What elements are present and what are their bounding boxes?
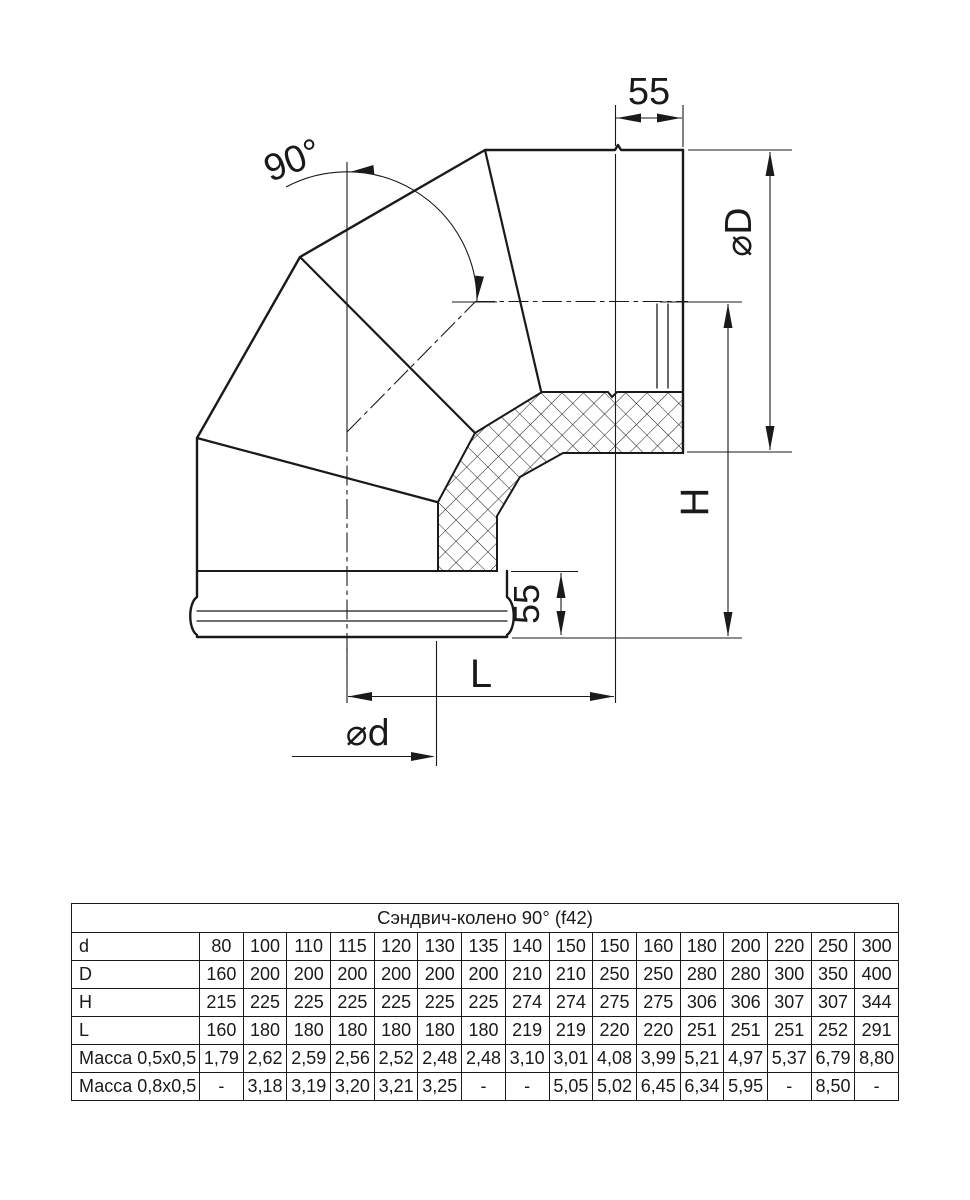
table-cell: 180 [331, 1017, 375, 1045]
inner-diameter-label: ⌀d [345, 713, 391, 754]
table-cell: 291 [855, 1017, 899, 1045]
table-row [72, 961, 899, 989]
table-cell: 250 [811, 933, 855, 961]
table-cell: 275 [636, 989, 680, 1017]
table-cell: 200 [331, 961, 375, 989]
length-label: L [469, 652, 493, 696]
dimension-inner-diameter [292, 641, 437, 766]
table-cell: 2,48 [418, 1045, 462, 1073]
table-cell: 3,18 [243, 1073, 287, 1101]
table-cell: 4,08 [593, 1045, 637, 1073]
table-cell: 135 [462, 933, 506, 961]
table-cell: 306 [724, 989, 768, 1017]
arrowhead [557, 611, 566, 635]
table-cell: - [200, 1073, 244, 1101]
collar-crimp-lines [197, 611, 507, 621]
table-cell: 3,21 [374, 1073, 418, 1101]
table-cell: 5,95 [724, 1073, 768, 1101]
table-cell: 3,25 [418, 1073, 462, 1101]
arrowhead [350, 165, 375, 176]
table-cell: 8,80 [855, 1045, 899, 1073]
table-cell: 274 [505, 989, 549, 1017]
spec-table [71, 903, 899, 1101]
bottom-collar-dim-label: 55 [506, 583, 547, 625]
elbow-body [190, 145, 683, 637]
table-cell: 2,62 [243, 1045, 287, 1073]
table-cell: 180 [243, 1017, 287, 1045]
table-cell: 5,21 [680, 1045, 724, 1073]
table-row [72, 1073, 899, 1101]
outer-diameter-label: ⌀D [719, 207, 760, 257]
table-row [72, 989, 899, 1017]
top-collar-dim-label: 55 [627, 71, 671, 113]
arrowhead [411, 752, 435, 761]
table-cell: 2,59 [287, 1045, 331, 1073]
table-cell: 280 [724, 961, 768, 989]
table-cell: 180 [418, 1017, 462, 1045]
table-cell: 160 [200, 1017, 244, 1045]
table-cell: 200 [287, 961, 331, 989]
table-cell: 306 [680, 989, 724, 1017]
arrowhead [348, 692, 372, 701]
table-cell: 215 [200, 989, 244, 1017]
row-label: d [72, 933, 200, 961]
table-cell: 115 [331, 933, 375, 961]
table-cell: 300 [767, 961, 811, 989]
table-cell: 225 [374, 989, 418, 1017]
table-cell: 307 [767, 989, 811, 1017]
table-cell: 80 [200, 933, 244, 961]
table-cell: 5,05 [549, 1073, 593, 1101]
table-cell: 6,79 [811, 1045, 855, 1073]
table-cell: 2,52 [374, 1045, 418, 1073]
elbow-outer-contour [190, 145, 683, 637]
table-row [72, 1045, 899, 1073]
table-cell: 251 [724, 1017, 768, 1045]
table-cell: 219 [505, 1017, 549, 1045]
row-label: Масса 0,8х0,5 [72, 1073, 200, 1101]
row-label: Масса 0,5х0,5 [72, 1045, 200, 1073]
table-cell: - [855, 1073, 899, 1101]
arrowhead [473, 276, 484, 301]
row-label: D [72, 961, 200, 989]
row-label: L [72, 1017, 200, 1045]
table-cell: 180 [680, 933, 724, 961]
table-cell: 225 [243, 989, 287, 1017]
table-cell: 8,50 [811, 1073, 855, 1101]
table-cell: 225 [418, 989, 462, 1017]
table-cell: 250 [593, 961, 637, 989]
table-cell: 274 [549, 989, 593, 1017]
table-cell: 3,20 [331, 1073, 375, 1101]
table-cell: 219 [549, 1017, 593, 1045]
dimension-angle [258, 131, 497, 432]
table-cell: 251 [680, 1017, 724, 1045]
dimension-top-collar [616, 71, 684, 703]
table-cell: 150 [593, 933, 637, 961]
table-cell: 280 [680, 961, 724, 989]
arrowhead [724, 304, 733, 328]
table-cell: 160 [200, 961, 244, 989]
table-title: Сэндвич-колено 90° (f42) [72, 904, 899, 933]
end-crimp-lines [657, 304, 668, 388]
table-cell: - [767, 1073, 811, 1101]
table-cell: 150 [549, 933, 593, 961]
table-cell: - [505, 1073, 549, 1101]
table-cell: 350 [811, 961, 855, 989]
angle-label: 90° [258, 130, 328, 191]
table-cell: 5,37 [767, 1045, 811, 1073]
height-label: H [673, 487, 717, 517]
table-cell: 6,45 [636, 1073, 680, 1101]
insulation-hatch [438, 392, 683, 571]
table-row [72, 1017, 899, 1045]
arrowhead [724, 612, 733, 636]
table-cell: 3,10 [505, 1045, 549, 1073]
arrowhead [766, 152, 775, 176]
table-cell: 200 [418, 961, 462, 989]
table-cell: 1,79 [200, 1045, 244, 1073]
table-cell: 2,48 [462, 1045, 506, 1073]
table-cell: 180 [462, 1017, 506, 1045]
table-cell: 344 [855, 989, 899, 1017]
table-cell: 3,99 [636, 1045, 680, 1073]
table-cell: 120 [374, 933, 418, 961]
miter-seam-middle [300, 257, 475, 433]
table-cell: 252 [811, 1017, 855, 1045]
table-cell: 180 [287, 1017, 331, 1045]
table-cell: 250 [636, 961, 680, 989]
table-cell: - [462, 1073, 506, 1101]
table-cell: 210 [505, 961, 549, 989]
table-cell: 210 [549, 961, 593, 989]
table-cell: 160 [636, 933, 680, 961]
table-cell: 220 [636, 1017, 680, 1045]
table-cell: 4,97 [724, 1045, 768, 1073]
table-cell: 130 [418, 933, 462, 961]
table-cell: 200 [724, 933, 768, 961]
table-row [72, 933, 899, 961]
table-cell: 180 [374, 1017, 418, 1045]
table-cell: 225 [462, 989, 506, 1017]
spec-table-body [72, 904, 899, 1101]
table-cell: 225 [287, 989, 331, 1017]
table-cell: 3,19 [287, 1073, 331, 1101]
arrowhead [590, 692, 614, 701]
arrowhead [766, 426, 775, 450]
table-cell: 5,02 [593, 1073, 637, 1101]
table-cell: 2,56 [331, 1045, 375, 1073]
dimension-length [347, 648, 614, 703]
table-cell: 3,01 [549, 1045, 593, 1073]
arrowhead [657, 114, 681, 123]
row-label: H [72, 989, 200, 1017]
table-cell: 140 [505, 933, 549, 961]
table-cell: 200 [374, 961, 418, 989]
table-cell: 400 [855, 961, 899, 989]
table-cell: 100 [243, 933, 287, 961]
table-cell: 225 [331, 989, 375, 1017]
table-cell: 6,34 [680, 1073, 724, 1101]
table-cell: 307 [811, 989, 855, 1017]
table-cell: 275 [593, 989, 637, 1017]
table-cell: 200 [462, 961, 506, 989]
table-cell: 220 [767, 933, 811, 961]
table-cell: 200 [243, 961, 287, 989]
table-cell: 110 [287, 933, 331, 961]
dimension-bottom-collar [506, 572, 578, 636]
arrowhead [617, 114, 641, 123]
table-cell: 251 [767, 1017, 811, 1045]
miter-seam-upper [485, 150, 541, 391]
dimension-outer-diameter [687, 150, 792, 452]
table-cell: 220 [593, 1017, 637, 1045]
table-cell: 300 [855, 933, 899, 961]
arrowhead [557, 574, 566, 598]
miter-seam-lower [197, 438, 437, 502]
